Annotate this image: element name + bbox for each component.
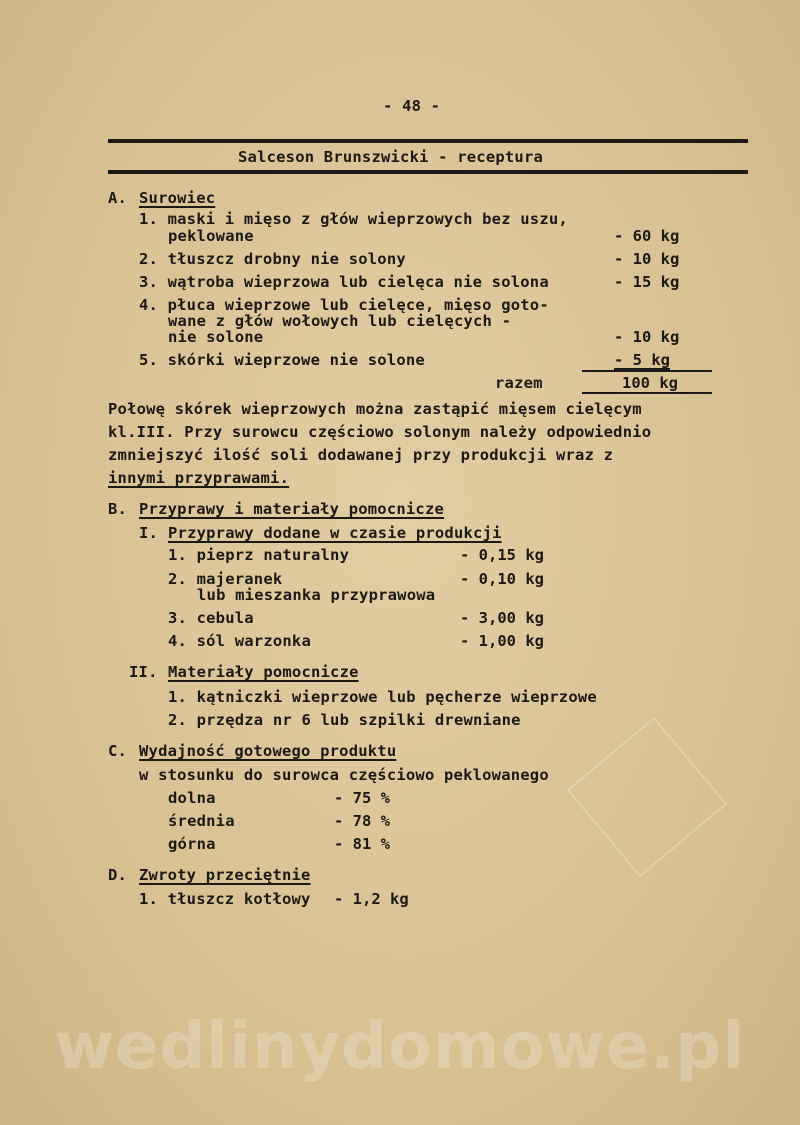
c-intro: w stosunku do surowca częściowo peklowanego [139, 766, 549, 784]
b-item-1: 1. pieprz naturalny [168, 546, 350, 564]
page-number: - 48 - [383, 97, 441, 115]
top-rule [108, 139, 748, 143]
b-item-2-line2: lub mieszanka przyprawowa [197, 586, 436, 604]
a-item-3-qty: - 15 kg [614, 273, 680, 291]
section-a-letter: A. [108, 189, 128, 207]
b-item-4-qty: - 1,00 kg [460, 632, 544, 650]
section-c-letter: C. [108, 742, 128, 760]
b-item-4: 4. sól warzonka [168, 632, 311, 650]
a-item-1-line1: 1. maski i mięso z głów wieprzowych bez uszu, [139, 210, 568, 228]
c-row-3-label: górna [168, 835, 216, 853]
a-total-qty: 100 kg [622, 374, 678, 392]
bottom-rule [108, 170, 748, 174]
b-sub2-num: II. [129, 663, 158, 681]
a-item-1-line2: peklowane [168, 227, 254, 245]
a-note-line2: kl.III. Przy surowcu częściowo solonym należy odpowiednio [108, 423, 652, 441]
faint-stamp-mark [567, 717, 728, 878]
a-note-line1: Połowę skórek wieprzowych można zastąpić mięsem cielęcym [108, 400, 642, 418]
a-item-4-line3: nie solone [168, 328, 264, 346]
a-item-4-qty: - 10 kg [614, 328, 680, 346]
subtotal-rule [582, 370, 712, 372]
watermark: wedlinydomowe.pl [54, 1010, 746, 1084]
b-sub1-num: I. [139, 524, 159, 542]
b-item-1-qty: - 0,15 kg [460, 546, 544, 564]
a-item-3: 3. wątroba wieprzowa lub cielęca nie solona [139, 273, 549, 291]
section-b-heading: Przyprawy i materiały pomocnicze [139, 500, 445, 518]
total-rule [582, 392, 712, 394]
c-row-1-label: dolna [168, 789, 216, 807]
b-item-3: 3. cebula [168, 609, 254, 627]
recipe-title: Salceson Brunszwicki - receptura [238, 148, 544, 166]
a-item-1-qty: - 60 kg [614, 227, 680, 245]
d-item-1-value: - 1,2 kg [334, 890, 409, 908]
b2-item-1: 1. kątniczki wieprzowe lub pęcherze wieprzowe [168, 688, 597, 706]
a-note-line3: zmniejszyć ilość soli dodawanej przy produkcji wraz z [108, 446, 614, 464]
section-a-heading: Surowiec [139, 189, 216, 207]
b2-item-2: 2. przędza nr 6 lub szpilki drewniane [168, 711, 521, 729]
a-item-4-line1: 4. płuca wieprzowe lub cielęce, mięso goto- [139, 296, 549, 314]
b-sub2-heading: Materiały pomocnicze [168, 663, 359, 681]
c-row-1-value: - 75 % [334, 789, 390, 807]
a-item-5-qty: - 5 kg [614, 351, 670, 369]
d-item-1-label: 1. tłuszcz kotłowy [139, 890, 311, 908]
a-note-line4: innymi przyprawami. [108, 469, 290, 487]
b-item-2-qty: - 0,10 kg [460, 570, 544, 588]
section-c-heading: Wydajność gotowego produktu [139, 742, 397, 760]
b-item-2-line1: 2. majeranek [168, 570, 283, 588]
a-item-2-qty: - 10 kg [614, 250, 680, 268]
a-item-5: 5. skórki wieprzowe nie solone [139, 351, 425, 369]
a-item-4-line2: wane z głów wołowych lub cielęcych - [168, 312, 512, 330]
section-d-heading: Zwroty przeciętnie [139, 866, 311, 884]
a-total-label: razem [495, 374, 543, 392]
section-b-letter: B. [108, 500, 128, 518]
section-d-letter: D. [108, 866, 128, 884]
c-row-2-label: średnia [168, 812, 235, 830]
c-row-3-value: - 81 % [334, 835, 390, 853]
b-item-3-qty: - 3,00 kg [460, 609, 544, 627]
c-row-2-value: - 78 % [334, 812, 390, 830]
a-item-2: 2. tłuszcz drobny nie solony [139, 250, 406, 268]
b-sub1-heading: Przyprawy dodane w czasie produkcji [168, 524, 502, 542]
